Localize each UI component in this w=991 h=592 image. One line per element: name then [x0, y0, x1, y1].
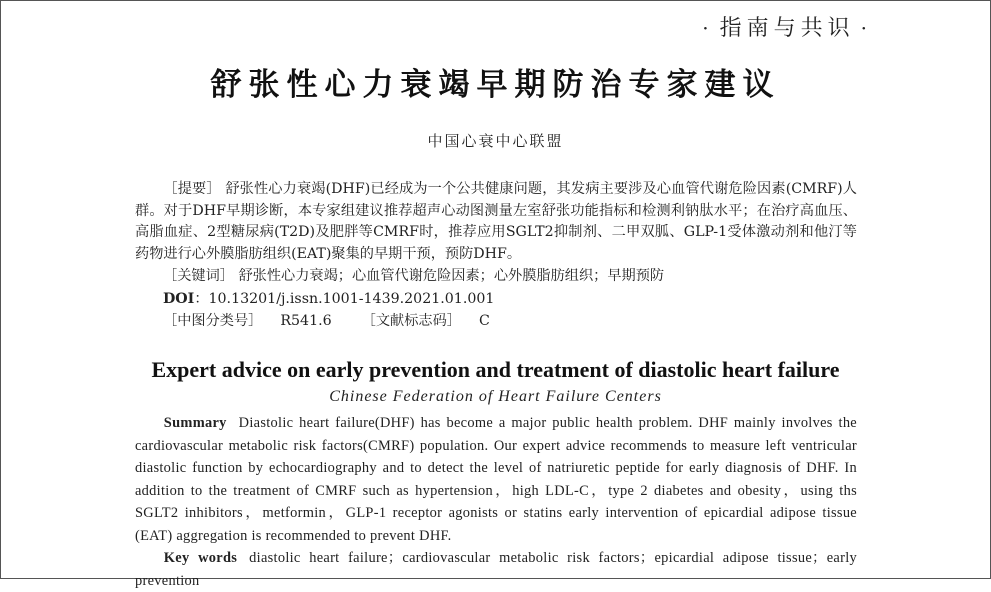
- doi-line: [135, 289, 857, 311]
- abstract-paragraph: [135, 179, 857, 265]
- clc-value: R541.6: [280, 313, 332, 329]
- keywords-english: [135, 547, 857, 592]
- title-english: Expert advice on early prevention and treatment of diastolic heart failure: [151, 357, 840, 382]
- doi-value: ：10.13201/j.issn.1001-1439.2021.01.001: [194, 290, 495, 307]
- keywords-text: 舒张性心力衰竭；心血管代谢危险因素；心外膜脂肪组织；早期预防: [238, 268, 665, 284]
- keywords-english-label: Key words: [163, 550, 238, 566]
- keywords-label: ［关键词］: [163, 268, 234, 284]
- bullet-icon: ·: [860, 16, 872, 40]
- keywords-english-text: diastolic heart failure；cardiovascular metabolic risk factors；epicardial adipose tissue；early prevention: [135, 550, 857, 589]
- abstract-text: 舒张性心力衰竭(DHF)已经成为一个公共健康问题，其发病主要涉及心血管代谢危险因素(CMRF)人群。对于DHF早期诊断，本专家组建议推荐超声心动图测量左室舒张功能指标和检测利钠肽水平；在治疗高血压、高脂血症、2型糖尿病(T2D)及肥胖等CMRF时，推荐应用SGLT2抑制剂、二甲双胍、GLP-1受体激动剂和他汀等药物进行心外膜脂肪组织(EAT)聚集的早期干预，预防DHF。: [135, 181, 857, 262]
- summary-paragraph: [135, 412, 857, 547]
- section-tag: [696, 11, 878, 42]
- abstract-chinese: [135, 179, 857, 333]
- bullet-icon: ·: [702, 16, 714, 40]
- clc-label: ［中图分类号］: [163, 313, 263, 329]
- doc-code-value: C: [478, 313, 490, 329]
- author-chinese: 中国心衰中心联盟: [427, 132, 564, 150]
- section-tag-label: 指南与共识: [719, 16, 855, 41]
- doc-code-label: ［文献标志码］: [361, 313, 461, 329]
- summary-text: Diastolic heart failure(DHF) has become a major public health problem. DHF mainly involves the cardiovascular metabolic risk factors(CMRF) population. Our expert advice recommends to measure left ventricular diastolic function by echocardiography and to detect the level of natriuretic peptide for early diagnosis of DHF. In addition to the treatment of CMRF such as hypertension，high LDL-C，type 2 diabetes and obesity，using ths SGLT2 inhibitors，metformin，GLP-1 receptor agonists or statins early intervention of epicardial adipose tissue (EAT) aggregation is recommended to prevent DHF.: [135, 415, 857, 544]
- keywords-chinese: [135, 266, 857, 288]
- author-english: Chinese Federation of Heart Failure Centers: [329, 388, 662, 405]
- classification-line: [135, 311, 857, 333]
- summary-label: Summary: [163, 415, 227, 431]
- abstract-label: ［提要］: [163, 181, 221, 197]
- doi-label: DOI: [163, 290, 195, 307]
- abstract-english: [135, 412, 857, 592]
- title-chinese: 舒张性心力衰竭早期防治专家建议: [210, 67, 781, 103]
